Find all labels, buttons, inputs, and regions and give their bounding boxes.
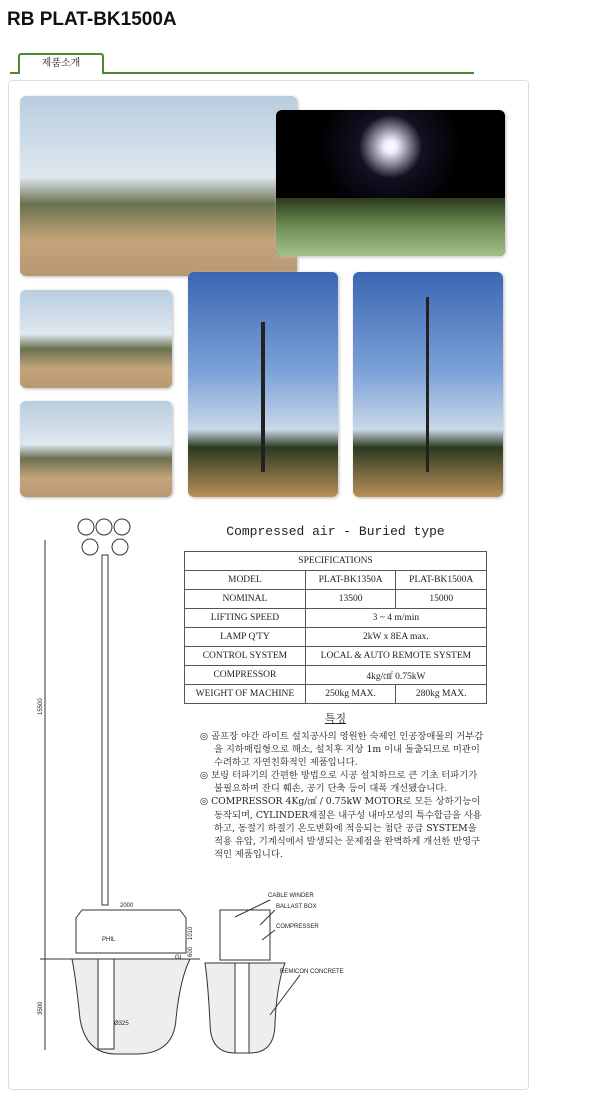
table-row bbox=[185, 666, 487, 685]
cell-label: NOMINAL bbox=[185, 590, 306, 609]
table-row bbox=[185, 647, 487, 666]
dim-diameter: Ø325 bbox=[114, 1021, 129, 1027]
table-row bbox=[185, 590, 487, 609]
label-ballast-box: BALLAST BOX bbox=[276, 904, 317, 910]
features-heading: 특징 bbox=[324, 712, 347, 725]
feature-item: ◎ 골프장 야간 라이트 설치공사의 영원한 숙제인 인공장애물의 거부감을 지하매립형으로 해소, 설치후 지상 1m 이내 돌출되므로 미관이 수려하고 자연친화적인 제품입니다. bbox=[200, 731, 484, 769]
page-title: RB PLAT-BK1500A bbox=[7, 9, 177, 30]
label-cable-winder: CABLE WINDER bbox=[268, 893, 314, 899]
feature-item: ◎ 보링 터파기의 간편한 방법으로 시공 설치하므로 큰 기초 터파기가 불필요하며 잔디 훼손, 공기 단축 등이 대폭 개선됐습니다. bbox=[200, 770, 478, 795]
spec-table bbox=[184, 551, 487, 704]
cell: PLAT-BK1350A bbox=[305, 571, 396, 590]
photo-night-lighting bbox=[276, 110, 505, 256]
cell-label: LIFTING SPEED bbox=[185, 609, 306, 628]
dim-600: 600 bbox=[188, 946, 194, 957]
cell: 4kg/㎠ 0.75kW bbox=[305, 666, 486, 685]
photo-raised-mast-2 bbox=[353, 272, 503, 497]
table-row bbox=[185, 685, 487, 704]
cell-label: MODEL bbox=[185, 571, 306, 590]
cell-label: CONTROL SYSTEM bbox=[185, 647, 306, 666]
cell: 15000 bbox=[396, 590, 487, 609]
photo-unit-side bbox=[20, 401, 172, 497]
table-row bbox=[185, 571, 487, 590]
photo-unit-front bbox=[20, 290, 172, 388]
brand-label: PHIL bbox=[102, 937, 116, 943]
photo-raised-mast-1 bbox=[188, 272, 338, 497]
cell: PLAT-BK1500A bbox=[396, 571, 487, 590]
dim-width: 2000 bbox=[120, 903, 134, 909]
table-row bbox=[185, 628, 487, 647]
dim-1010: 1010 bbox=[188, 926, 194, 940]
cell: 2kW x 8EA max. bbox=[305, 628, 486, 647]
spec-table-title: SPECIFICATIONS bbox=[185, 552, 487, 571]
photo-lowered-unit bbox=[20, 96, 297, 276]
cell: 250kg MAX. bbox=[305, 685, 396, 704]
cell: LOCAL & AUTO REMOTE SYSTEM bbox=[305, 647, 486, 666]
gl-label: GL bbox=[175, 955, 184, 961]
label-remicon-concrete: REMICON CONCRETE bbox=[280, 969, 344, 975]
cell-label: LAMP Q'TY bbox=[185, 628, 306, 647]
label-compresser: COMPRESSER bbox=[276, 924, 319, 930]
cell: 280kg MAX. bbox=[396, 685, 487, 704]
features-list bbox=[200, 730, 485, 861]
cell: 13500 bbox=[305, 590, 396, 609]
cell-label: COMPRESSOR bbox=[185, 666, 306, 685]
dim-height: 15500 bbox=[38, 698, 44, 715]
cell-label: WEIGHT OF MACHINE bbox=[185, 685, 306, 704]
table-row bbox=[185, 609, 487, 628]
dim-depth: 3500 bbox=[38, 1001, 44, 1015]
tab-product-intro[interactable]: 제품소개 bbox=[18, 53, 104, 74]
feature-item: ◎ COMPRESSOR 4Kg/㎠ / 0.75kW MOTOR로 모든 상하기능이 동작되며, CYLINDER재질은 내구성 내마모성의 특수합금을 사용하고, 동절기 하절기 온도변화에 적응되는 첨단 공급 SYSTEM을 적용 유압, 기계식에서 발생되는 문제점을 완벽하게 개선한 반영구적인 제품입니다. bbox=[200, 796, 482, 860]
spec-heading: Compressed air - Buried type bbox=[226, 524, 445, 539]
cell: 3 ~ 4 m/min bbox=[305, 609, 486, 628]
